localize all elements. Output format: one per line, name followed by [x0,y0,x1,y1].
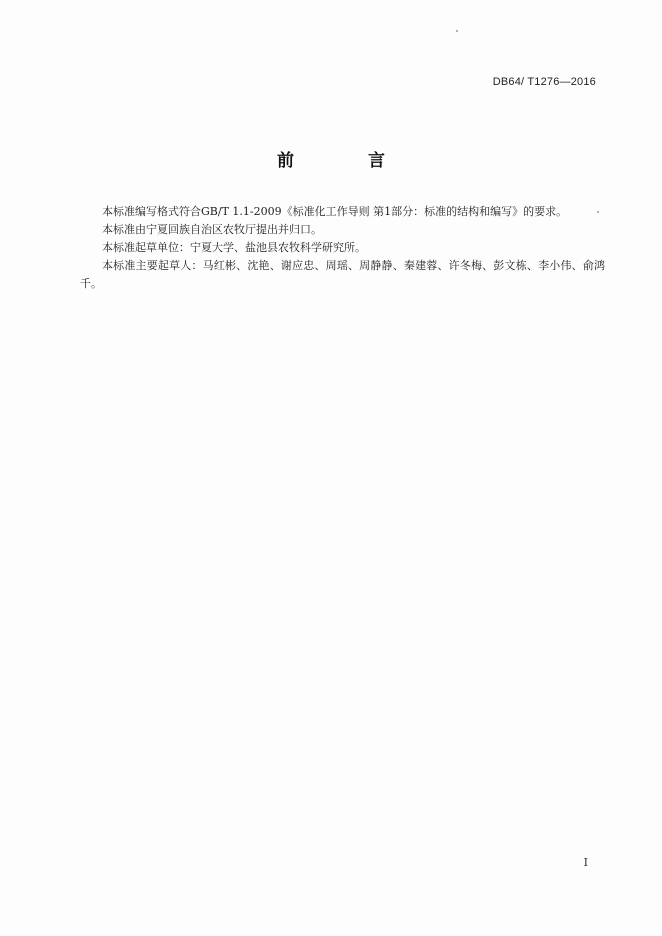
paragraph-proposer: 本标准由宁夏回族自治区农牧厅提出并归口。 [102,223,322,236]
paragraph-format: 本标准编写格式符合GB/T 1.1-2009《标准化工作导则 第1部分：标准的结构和编写》的要求。 [102,205,568,218]
page-number: I [583,856,588,869]
paragraph-drafters: 本标准主要起草人：马红彬、沈艳、谢应忠、周瑶、周静静、秦建蓉、许冬梅、彭文栋、李小伟、俞鸿千。 [80,259,605,290]
document-id: DB64/ T1276—2016 [492,76,596,88]
foreword-body [80,203,605,293]
scan-speck [597,211,599,213]
scan-speck [456,30,458,32]
paragraph-drafting-units: 本标准起草单位：宁夏大学、盐池县农牧科学研究所。 [102,241,366,254]
section-title: 前 言 [277,151,419,171]
